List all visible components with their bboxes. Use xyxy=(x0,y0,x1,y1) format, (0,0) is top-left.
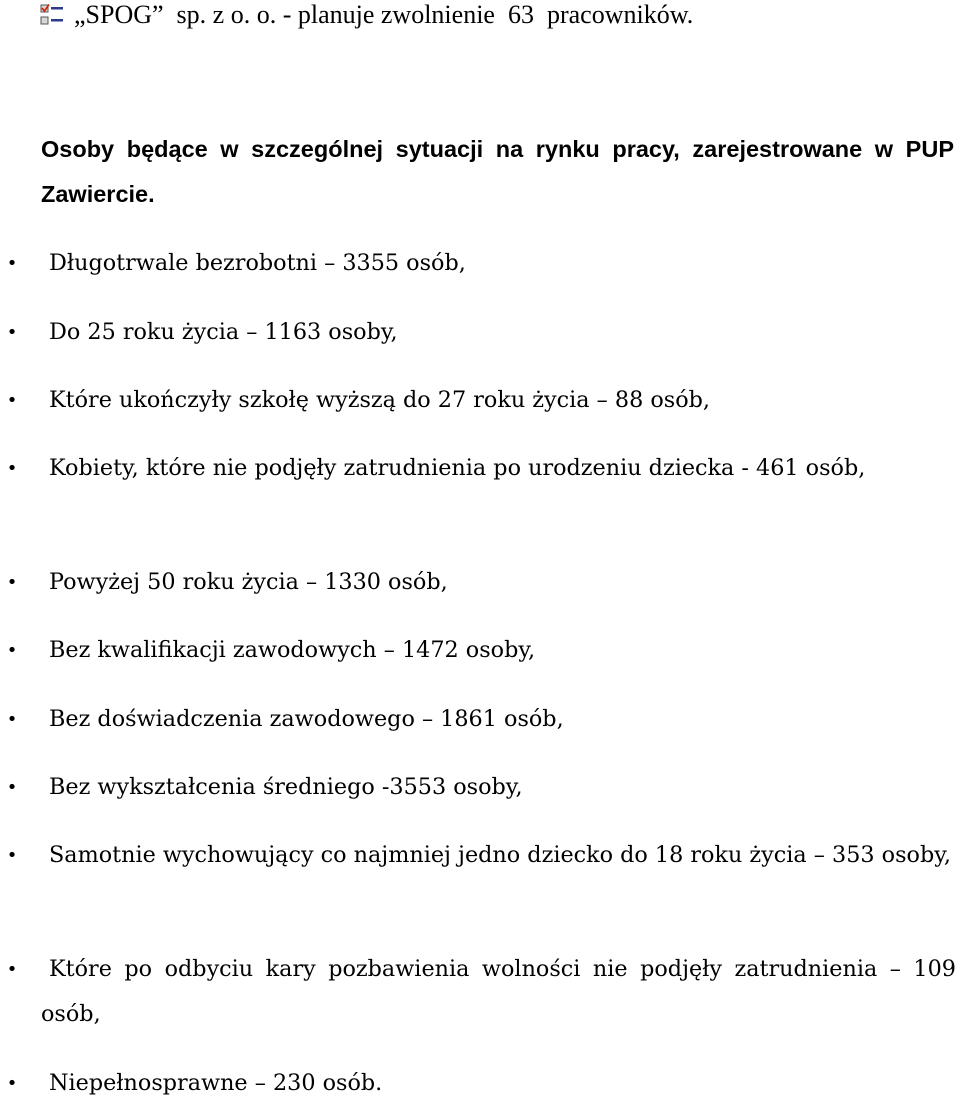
list-item xyxy=(0,1061,960,1106)
list-item-text: Bez kwalifikacji zawodowych – 1472 osoby, xyxy=(49,637,536,663)
bullet-icon: • xyxy=(6,322,18,343)
checkbox-list-icon xyxy=(40,4,64,26)
bullet-icon: • xyxy=(6,572,18,593)
list-item-text: Niepełnosprawne – 230 osób. xyxy=(49,1070,383,1096)
announcement-line xyxy=(40,0,940,30)
bullet-icon: • xyxy=(6,777,18,798)
list-item xyxy=(0,947,960,1037)
bullet-icon: • xyxy=(6,390,18,411)
list-item xyxy=(0,446,960,491)
bullet-icon: • xyxy=(6,253,18,274)
list-item-text: Samotnie wychowujący co najmniej jedno dziecko do 18 roku życia – 353 osoby, xyxy=(49,842,951,868)
bullet-icon: • xyxy=(6,458,18,479)
bullet-icon: • xyxy=(6,1073,18,1094)
list-item-text: Bez doświadczenia zawodowego – 1861 osób, xyxy=(49,706,564,732)
list-item xyxy=(0,697,960,742)
announcement-text: „SPOG” sp. z o. o. - planuje zwolnienie 63 pracowników. xyxy=(74,0,694,29)
list-item xyxy=(0,628,960,673)
list-item xyxy=(0,560,960,605)
list-item xyxy=(0,378,960,423)
list-item xyxy=(0,765,960,810)
list-item-text: Długotrwale bezrobotni – 3355 osób, xyxy=(49,250,466,276)
list-item-text: Kobiety, które nie podjęły zatrudnienia po urodzeniu dziecka - 461 osób, xyxy=(49,455,866,481)
list-item xyxy=(0,310,960,355)
bullet-icon: • xyxy=(6,959,18,980)
list-item-text: Bez wykształcenia średniego -3553 osoby, xyxy=(49,774,523,800)
list-item xyxy=(0,241,960,286)
bullet-icon: • xyxy=(6,845,18,866)
list-item-text: Które po odbyciu kary pozbawienia wolności nie podjęły zatrudnienia – 109 osób, xyxy=(41,956,956,1027)
section-heading: Osoby będące w szczególnej sytuacji na rynku pracy, zarejestrowane w PUP Zawiercie. xyxy=(41,136,954,207)
bullet-icon: • xyxy=(6,709,18,730)
list-item-text: Które ukończyły szkołę wyższą do 27 roku życia – 88 osób, xyxy=(49,387,710,413)
list-item-text: Do 25 roku życia – 1163 osoby, xyxy=(49,319,398,345)
list-item xyxy=(0,833,960,878)
bullet-icon: • xyxy=(6,640,18,661)
list-item-text: Powyżej 50 roku życia – 1330 osób, xyxy=(49,569,448,595)
